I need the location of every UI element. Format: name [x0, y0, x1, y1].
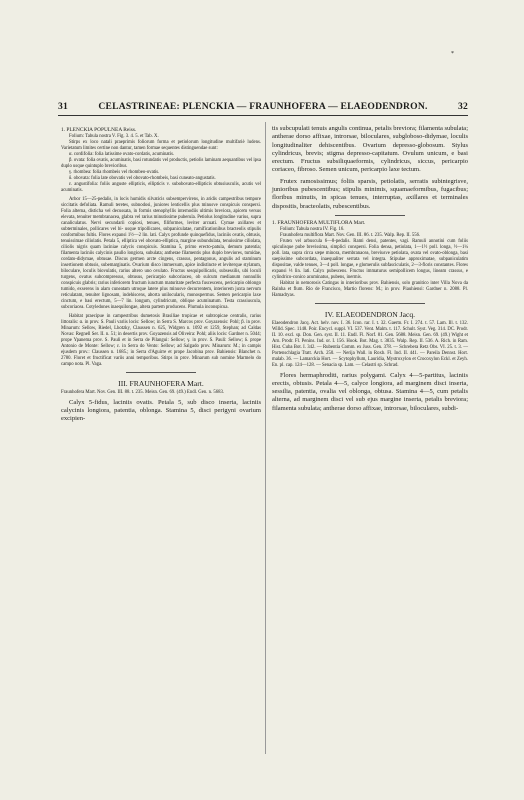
running-title: CELASTRINEAE: PLENCKIA — FRAUNHOFERA — ELAEODENDRON.	[98, 101, 428, 112]
running-header	[58, 101, 468, 116]
section-rule	[315, 303, 425, 304]
variety-gamma: γ. rhombea: folia rhombeis vel rhombeo-ovatis.	[69, 169, 160, 175]
section-rule	[335, 215, 405, 216]
habitat-multiflora: Habitat in nemorosis Catingas in interioribus prov. Bahiensis, solo granitico inter Villa Nova da Rainha et flum. Rio de Francisco, Martio florens: M.; in prov. Piauhiensi: Gardner n. 2088. Pl. Hamadryas.	[272, 280, 468, 298]
description-multiflora: Frutex vel arbuscula 6—8-pedalis. Rami densi, patentes, vagi. Ramuli annotini cum foliis spiculisque pube brevissima, simplici conspersi. Folia densa, petiolata, 1—1½ poll. longa, ½—1¼ poll. lata, supra circa sæpe minora, membranacea, breviusve petiolata, ovata vel ovato-oblonga, basi saepissime subcordata, inaequaliter serrata vel integra. Stipulae approximatae, subpaniculatim dispositae, valde tenues, 3—4 poll. longae, e glomerulis subfasciculatis, 2—3-floris constantes. Flores expansi ⅓ lin. lati. Calyx pubescens. Fructus immaturus semipollicem longus, lineam crassus, e cylindrico-conico acuminatus, pubens, inermis.	[272, 238, 468, 280]
right-column	[272, 125, 468, 413]
species-heading-multiflora: 1. FRAUNHOFERA MULTIFLORA Mart.	[272, 219, 366, 226]
elaeodendron-character: Flores hermaphroditi, rarius polygami. Calyx 4—5-partitus, laciniis erectis, obtusis. Petala 4—5, calyce longiora, ad marginem disci inserta, sessilia, patentia, ovalia vel oblonga, obtusa. Stamina 4—5, cum petalis alterna, ad marginem disci vel sub ejus margine inserta, petalis breviora; filamenta subulata; antherae dorso affixae, introrsae, biloculares, subdi-	[272, 371, 468, 412]
folium-reference-multiflora: Folium: Tabula nostra IV. Fig. 16.	[280, 226, 345, 232]
section-rule	[126, 372, 196, 373]
habit-description: Frutex ramosissimus; foliis sparsis, petiolatis, serratis subintegrisve, junioribus pubescentibus; stipulis minimis, squamaeformibus, fugacibus; floribus minutis, in spicas tenues, interruptas, axillares et terminales dispositis, bracteolatis, rubescentibus.	[272, 177, 468, 210]
variety-alpha: α. cordifolia: folia latissime ovato-cordatis, acuminatis.	[69, 151, 175, 157]
species-description: Arbor 15—25-pedalis, in locis humidis silvaticis subsempervirens, in aridis campestribus tempore siccitatis defoliata. Ramuli teretes, subnodosi, juniores lenticellis plus minusve conspicuis conspersi. Folia alterna, disticha vel decussata, in formis stenophyllis internodiis ultimis breviora, apicem versus elevata, tenuiter membranacea, glabra vel rarius minutissime puberula. Petiolus longitudine varius, supra canaliculatus. Nervi secundarii copiosi, tenues, filiformes, leviter arcuati. Cymae axillares et subterminales, pollicares vel bi- usque tripollicares, subpaniculatae, ramificationibus bracteolis stipulis conformibus fultis. Flores expansi 1½—2 lin. lati. Calyx profunde quinquefidus, laciniis ovatis, obtusis, tenuissimae ciliolatis. Petala 5, elliptica vel obovato-elliptica, margine subundulata, tenuissime ciliolata, ciliolis nigris quam laciniae calycis conspicuis. Stamina 5, primo erecto-patula, demum patentia; filamenta laciniis calycinis paullo longiora, subulata; antherae filamentis plus duplo breviores, tumidae, cordato-didymae, obtusae. Discus germen arcte cingens, crassus, pentagonus, angulis ad staminum insertionem obtusis, subemarginatis. Ovarium disco immersum, apice indistincte et leviterque stylatum, biloculare, loculis biovulatis, rarius altero uno ovulato. Fructus sesquipollicaris, subsessilis, ubi loculi turgens, ovatus subcompressus, obtusus, pericarpio subcoriaceo, ob sulcum medianum nonnullis conspicuis glabris; rarius inferiorem fructum iunctum maturitate perfecta fuscescens, pericarpio oblongo tumido, exserens in alam cuneatam utroque latere plus minusve decurrentem, interiorem juxta nervum reticulatam, tenuiter lignosam, indehiscens, aborta unilocularis, monospermus. Semen pericarpio laxe cinctum, e basi erectum, 5—7 lin. longum, cylindricum, oblique acuminatum. Testa crassiuscula, subcoriacea. Cotyledones inaequilongae, altera partem producens. Plumula inconspicua.	[61, 196, 261, 310]
page-number-right: 32	[458, 101, 468, 112]
variety-beta: β. ovata: folia ovatis, acuminatis, basi rotundatis vel productis, petiolis laminam aequantibus vel ipsa duplo usque quintuplo brevioribus.	[61, 157, 261, 169]
species-heading: 1. PLENCKIA POPULNEA Reiss.	[61, 127, 137, 133]
page-number-left: 31	[58, 101, 68, 112]
variety-epsilon: ε. angustifolia: foliis anguste ellipticis, ellipticis v. subobovato-ellipticis obtusiusculis, acutis vel acuminatis.	[61, 181, 261, 193]
variety-delta: δ. obovata: folia late obovatis vel obovato-rhombeis, basi cuneato-angustatis.	[69, 175, 216, 181]
folium-reference: Folium: Tabula nostra V. Fig. 3. 4. 5. et Tab. X.	[69, 133, 159, 139]
genus-heading-fraunhofera: III. FRAUNHOFERA Mart.	[118, 378, 204, 388]
habitat-paragraph: Habitat praecipue in campestribus dumetosis Brasiliae tropicae et subtropicae centralis, rarius littoralis: α. in prov. S. Pauli variis locis: Sellow; in Serra S. Marcos prov. Goyazensis: Pohl; β. in prov. Minarum: Sellow, Riedel, Lhotzky, Claussen n. 625, Widgren n. 1092 et 1259, Stephan; ad Caldas Novas: Regnell Ser. II. n. 51; in desertis prov. Goyazensis ad Oliveira: Pohl; aliis locis: Gardner n. 5044; prope Ypanema prov. S. Pauli et in Serra de Pilangui: Sellow; γ. in prov. S. Pauli: Sellow; δ. prope Antonio de Monte: Sellow; ε. in Serra do Vento: Sellow; ad Salgado prov. Minarum: M.; in campis ejusdem prov.: Claussen n. 1685.; in Serra d'Aguirre et prope Jacobina prov. Bahiensis: Blanchet n. 2780. Floret et fructificat variis anni temporibus. Stirps in prov. Minarum sub nomine Marmelo do campo nota. Pl. Vaga.	[61, 313, 261, 367]
corner-mark: *	[451, 51, 454, 57]
genus-heading-elaeodendron: IV. ELAEODENDRON Jacq.	[324, 309, 416, 319]
synonymy-multiflora: Fraunhofera multiflora Mart. Nov. Gen. III. 86. t. 235. Walp. Rep. II. 556.	[280, 232, 421, 238]
left-column	[61, 125, 261, 423]
variety-intro: Stirps ex loco natali praeprimis foliorum forma et petiolorum longitudine multifariė ludens. Varietatum limites certine non dantur, tamen formae sequentes distinguendae sunt:	[61, 139, 261, 151]
genus-synonymy: Fraunhofera Mart. Nov. Gen. III. 88. t. 235. Meisn. Gen. 69. (49.) Endl. Gen. n. 5683.	[61, 389, 225, 395]
genus-character: Calyx 5-fidus, laciniis ovatis. Petala 5, sub disco inserta, laciniis calycinis longiora, patentia, oblonga. Stamina 5, disci perigyni ovarium excipien-	[61, 398, 261, 423]
column-divider	[265, 122, 266, 754]
genus-character-continued: tis subcupulati tenuis angulis continua, petalis breviora; filamenta subulata; antherae dorso affixae, introrsae, biloculares, subgloboso-didymae, loculis longitudinaliter dehiscentibus. Ovarium depresso-globosum. Stylus cylindricus, brevis; stigma depresso-capitatum. Ovulum unicum, e basi erectum. Fructus subsiliquaeformis, cylindricus, siccus, pericarpio coriaceo, fibroso. Semen unicum, pericarpio laxe tectum.	[272, 125, 468, 174]
elaeodendron-synonymy: Elaeodendron Jacq. Act. helv. nov. I. 36. Icon. rar. I. t. 32. Gaertn. Fr. I. 274. t. 57. Lam. Ill. t. 132. Willd. Spec. 1148. Poir. Encycl. suppl. VI. 537. Vent. Malm. t. 117. Schult. Syst. Veg. 314. DC. Prodr. II. 10. excl. sp. Don. Gen. syst. II. 11. Endl. Fl. Norf. 81. Gen. 5688. Meisn. Gen. 69. (49.) Wight et Arn. Prodr. Fl. Penins. Ind. or. I. 156. Hook. Bot. Mag. t. 3835. Walp. Rep. II. 536. A. Rich. in Ram. Hist. Cuba Bot. I. 342. — Rubentia Comm. ex Juss. Gen. 378. — Schrebera Retz Obs. VI. 25. t. 3. — Portenschlagia Tratt. Arch. 250. — Nerija Wall. in Roxb. Fl. Ind. II. 441. — Pareila Dennst. Hort. malab. 36. — Lamarckia Hort. — Scytophyllum, Lauridia, Mystroxylon et Crocoxylon Eckl. et Zeyh. En. pl. cap. 124—128. — Senacia sp. Lam. — Celastri sp. Schrad.	[272, 320, 468, 368]
